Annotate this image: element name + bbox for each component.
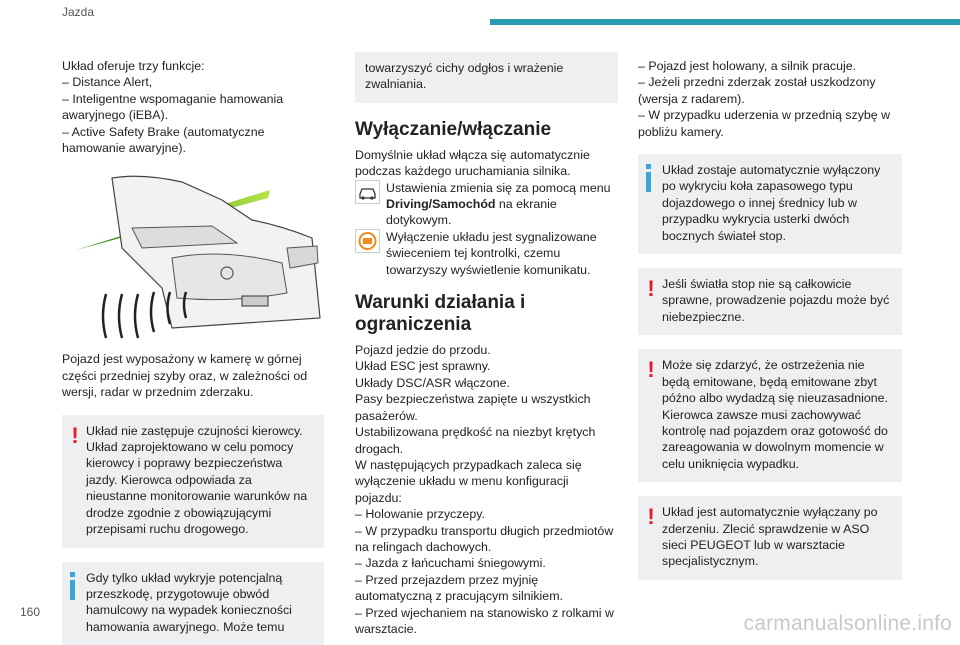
info-box — [638, 154, 902, 254]
function-item: – Active Safety Brake (automatyczne hamowanie awaryjne). — [62, 124, 324, 157]
info-text: Gdy tylko układ wykryje potencjalną przeszkodę, przygotowuje obwód hamulcowy na wypadek konieczności hamowania awaryjnego. Może temu — [72, 570, 314, 636]
warning-exclamation-icon: ! — [646, 506, 656, 536]
condition-item: – Holowanie przyczepy. — [355, 506, 618, 522]
condition-item: – Przed przejazdem przez myjnię automatyczną z pracującym silnikiem. — [355, 572, 618, 605]
warning-box — [638, 349, 902, 482]
warning-exclamation-icon: ! — [70, 425, 80, 455]
car-settings-icon — [355, 180, 380, 204]
heading-disable-enable: Wyłączanie/włączanie — [355, 119, 618, 141]
condition-item: – W przypadku transportu długich przedmiotów na relingach dachowych. — [355, 523, 618, 556]
page-number: 160 — [20, 605, 40, 619]
radar-sensor-icon — [242, 296, 268, 306]
condition-item: – Przed wjechaniem na stanowisko z rolkami w warsztacie. — [355, 605, 618, 638]
lamp-row — [355, 229, 618, 278]
warning-box — [62, 415, 324, 548]
column-2 — [355, 52, 618, 637]
condition-item: Układ ESC jest sprawny. — [355, 358, 618, 374]
functions-intro: Układ oferuje trzy funkcje: — [62, 58, 324, 74]
settings-row — [355, 180, 618, 229]
default-on-text: Domyślnie układ włącza się automatycznie podczas każdego uruchamiania silnika. — [355, 147, 618, 180]
system-off-lamp-icon — [355, 229, 380, 253]
warning-exclamation-icon: ! — [646, 278, 656, 308]
info-text-continued: towarzyszyć cichy odgłos i wrażenie zwalniania. — [365, 60, 608, 93]
warning-text: Układ jest automatycznie wyłączany po zderzeniu. Zlecić sprawdzenie w ASO sieci PEUGEOT lub w warsztacie specjalistycznym. — [648, 504, 892, 570]
condition-item: Pojazd jedzie do przodu. — [355, 342, 618, 358]
lamp-text: Wyłączenie układu jest sygnalizowane świeceniem tej kontrolki, czemu towarzyszy wyświetlenie komunikatu. — [386, 229, 618, 278]
deactivation-item: – Pojazd jest holowany, a silnik pracuje. — [638, 58, 902, 74]
condition-item: W następujących przypadkach zaleca się wyłączenie układu w menu konfiguracji pojazdu: — [355, 457, 618, 506]
column-1 — [62, 58, 324, 645]
warning-exclamation-icon: ! — [646, 359, 656, 389]
condition-item: – Jazda z łańcuchami śniegowymi. — [355, 555, 618, 571]
camera-radar-text: Pojazd jest wyposażony w kamerę w górnej części przedniej szyby oraz, w zależności od wersji, radar w przednim zderzaku. — [62, 351, 324, 400]
info-box-continued — [355, 52, 618, 103]
header-accent-bar — [490, 19, 960, 25]
function-item: – Distance Alert, — [62, 74, 324, 90]
function-item: – Inteligentne wspomaganie hamowania awaryjnego (iEBA). — [62, 91, 324, 124]
warning-text: Układ nie zastępuje czujności kierowcy. Układ zaprojektowano w celu pomocy kierowcy i poprawy bezpieczeństwa jazdy. Kierowca odpowiada za nieustanne monitorowanie warunków na drodze zgodnie z obowiązującymi przepisami ruchu drogowego. — [72, 423, 314, 538]
heading-conditions: Warunki działania i ograniczenia — [355, 292, 618, 336]
column-3 — [638, 58, 902, 580]
info-box — [62, 562, 324, 645]
deactivation-item: – Jeżeli przedni zderzak został uszkodzony (wersja z radarem). — [638, 74, 902, 107]
info-icon — [646, 164, 656, 194]
info-icon — [70, 572, 80, 602]
warning-box — [638, 496, 902, 580]
car-radar-illustration — [62, 168, 324, 343]
condition-item: Ustabilizowana prędkość na niezbyt krętych drogach. — [355, 424, 618, 457]
info-text: Układ zostaje automatycznie wyłączony po wykryciu koła zapasowego typu dojazdowego o innej średnicy lub w przypadku wykrycia usterki dwóch bocznych świateł stop. — [648, 162, 892, 244]
warning-box — [638, 268, 902, 335]
watermark: carmanualsonline.info — [744, 612, 953, 636]
deactivation-item: – W przypadku uderzenia w przednią szybę w pobliżu kamery. — [638, 107, 902, 140]
warning-text: Jeśli światła stop nie są całkowicie sprawne, prowadzenie pojazdu może być niebezpieczne. — [648, 276, 892, 325]
condition-item: Pasy bezpieczeństwa zapięte u wszystkich pasażerów. — [355, 391, 618, 424]
warning-text: Może się zdarzyć, że ostrzeżenia nie będą emitowane, będą emitowane zbyt późno albo wydadzą się nieuzasadnione. Kierowca zawsze musi zachowywać kontrolę nad pojazdem oraz gotowość do zareagowania w dowolnym momencie w celu uniknięcia wypadku. — [648, 357, 892, 472]
section-title: Jazda — [62, 5, 94, 19]
condition-item: Układy DSC/ASR włączone. — [355, 375, 618, 391]
settings-text: Ustawienia zmienia się za pomocą menu Driving/Samochód na ekranie dotykowym. — [386, 180, 618, 229]
